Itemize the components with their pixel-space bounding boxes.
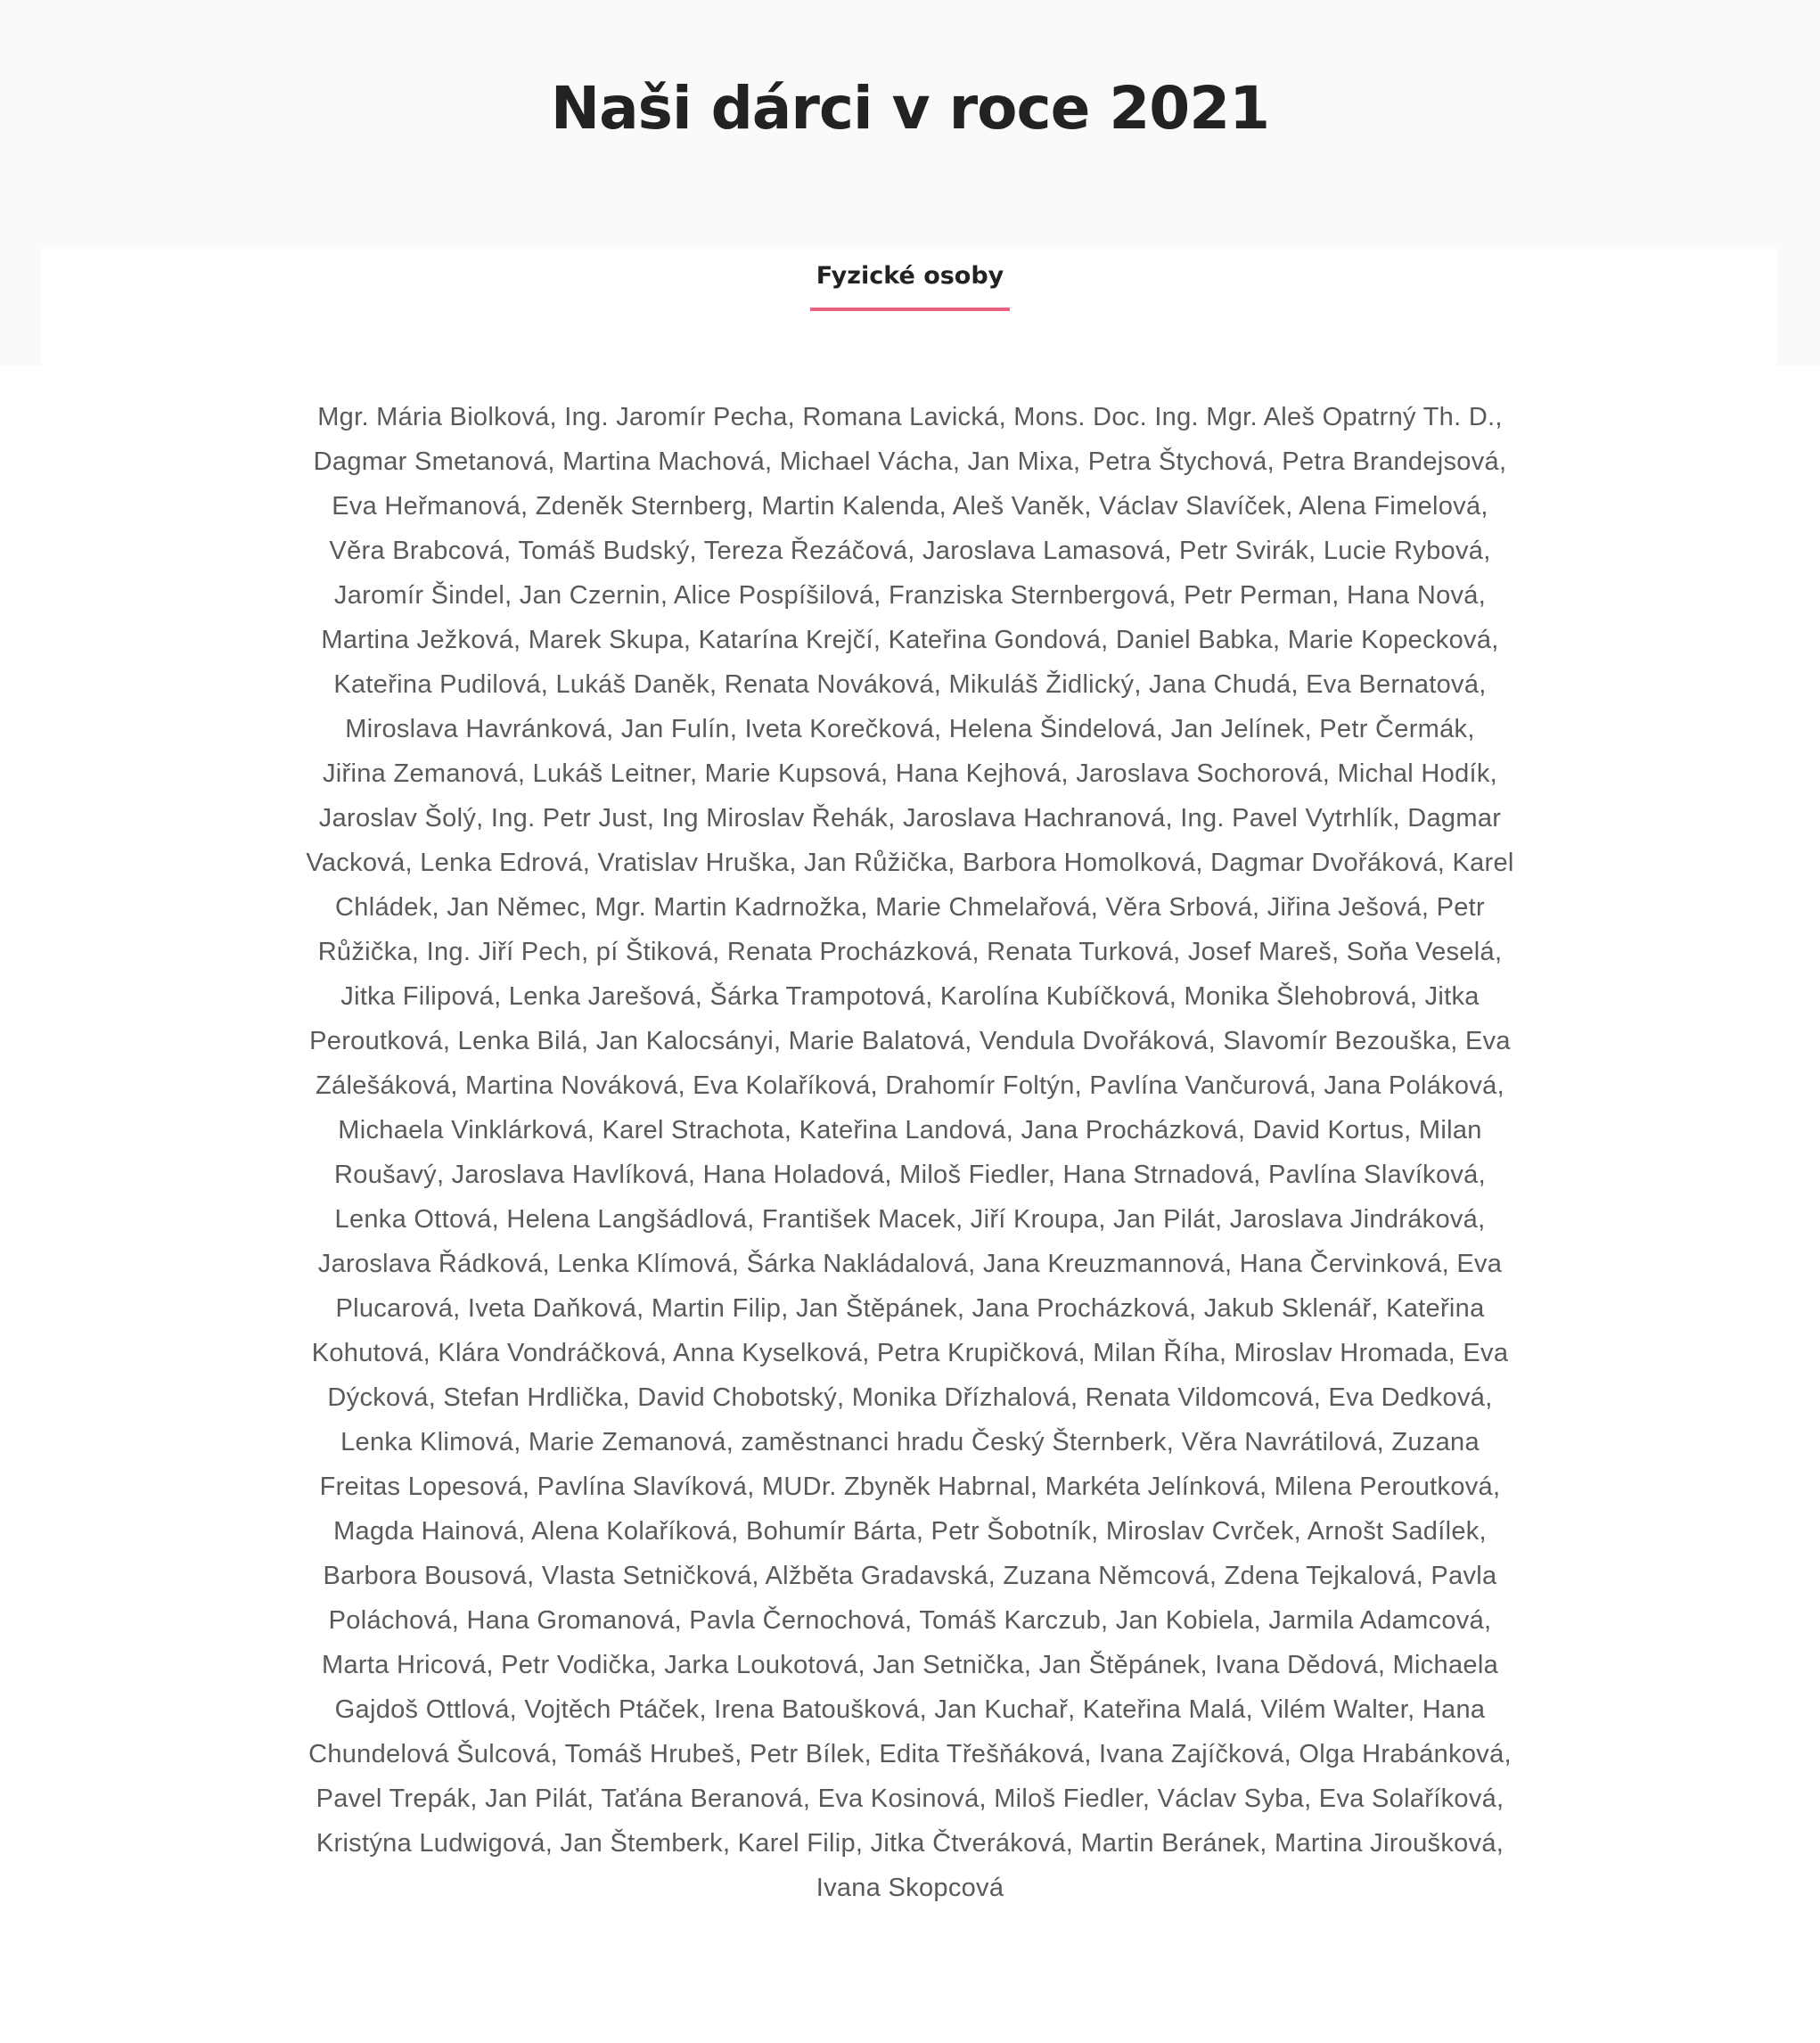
tab-label: Fyzické osoby xyxy=(816,262,1004,290)
tab-bar xyxy=(42,247,1776,365)
tab-fyzicke-osoby[interactable] xyxy=(810,247,1010,311)
donor-list: Mgr. Mária Biolková, Ing. Jaromír Pecha, Romana Lavická, Mons. Doc. Ing. Mgr. Aleš Opatrný Th. D., Dagmar Smetanová, Martina Machová, Michael Vácha, Jan Mixa, Petra Štychová, Petra Brandejsová, Eva Heřmanová, Zdeněk Sternberg, Martin Kalenda, Aleš Vaněk, Václav Slavíček, Alena Fimelová, Věra Brabcová, Tomáš Budský, Tereza Řezáčová, Jaroslava Lamasová, Petr Svirák, Lucie Rybová, Jaromír Šindel, Jan Czernin, Alice Pospíšilová, Franziska Sternbergová, Petr Perman, Hana Nová, Martina Ježková, Marek Skupa, Katarína Krejčí, Kateřina Gondová, Daniel Babka, Marie Kopecková, Kateřina Pudilová, Lukáš Daněk, Renata Nováková, Mikuláš Židlický, Jana Chudá, Eva Bernatová, Miroslava Havránková, Jan Fulín, Iveta Korečková, Helena Šindelová, Jan Jelínek, Petr Čermák, Jiřina Zemanová, Lukáš Leitner, Marie Kupsová, Hana Kejhová, Jaroslava Sochorová, Michal Hodík, Jaroslav Šolý, Ing. Petr Just, Ing Miroslav Řehák, Jaroslava Hachranová, Ing. Pavel Vytrhlík, Dagmar Vacková, Lenka Edrová, Vratislav Hruška, Jan Růžička, Barbora Homolková, Dagmar Dvořáková, Karel Chládek, Jan Němec, Mgr. Martin Kadrnožka, Marie Chmelařová, Věra Srbová, Jiřina Ješová, Petr Růžička, Ing. Jiří Pech, pí Štiková, Renata Procházková, Renata Turková, Josef Mareš, Soňa Veselá, Jitka Filipová, Lenka Jarešová, Šárka Trampotová, Karolína Kubíčková, Monika Šlehobrová, Jitka Peroutková, Lenka Bilá, Jan Kalocsányi, Marie Balatová, Vendula Dvořáková, Slavomír Bezouška, Eva Zálešáková, Martina Nováková, Eva Kolaříková, Drahomír Foltýn, Pavlína Vančurová, Jana Poláková, Michaela Vinklárková, Karel Strachota, Kateřina Landová, Jana Procházková, David Kortus, Milan Roušavý, Jaroslava Havlíková, Hana Holadová, Miloš Fiedler, Hana Strnadová, Pavlína Slavíková, Lenka Ottová, Helena Langšádlová, František Macek, Jiří Kroupa, Jan Pilát, Jaroslava Jindráková, Jaroslava Řádková, Lenka Klímová, Šárka Nakládalová, Jana Kreuzmannová, Hana Červinková, Eva Plucarová, Iveta Daňková, Martin Filip, Jan Štěpánek, Jana Procházková, Jakub Sklenář, Kateřina Kohutová, Klára Vondráčková, Anna Kyselková, Petra Krupičková, Milan Říha, Miroslav Hromada, Eva Dýcková, Stefan Hrdlička, David Chobotský, Monika Dřízhalová, Renata Vildomcová, Eva Dedková, Lenka Klimová, Marie Zemanová, zaměstnanci hradu Český Šternberk, Věra Navrátilová, Zuzana Freitas Lopesová, Pavlína Slavíková, MUDr. Zbyněk Habrnal, Markéta Jelínková, Milena Peroutková, Magda Hainová, Alena Kolaříková, Bohumír Bárta, Petr Šobotník, Miroslav Cvrček, Arnošt Sadílek, Barbora Bousová, Vlasta Setničková, Alžběta Gradavská, Zuzana Němcová, Zdena Tejkalová, Pavla Poláchová, Hana Gromanová, Pavla Černochová, Tomáš Karczub, Jan Kobiela, Jarmila Adamcová, Marta Hricová, Petr Vodička, Jarka Loukotová, Jan Setnička, Jan Štěpánek, Ivana Dědová, Michaela Gajdoš Ottlová, Vojtěch Ptáček, Irena Batoušková, Jan Kuchař, Kateřina Malá, Vilém Walter, Hana Chundelová Šulcová, Tomáš Hrubeš, Petr Bílek, Edita Třešňáková, Ivana Zajíčková, Olga Hrabánková, Pavel Trepák, Jan Pilát, Taťána Beranová, Eva Kosinová, Miloš Fiedler, Václav Syba, Eva Solaříková, Kristýna Ludwigová, Jan Štemberk, Karel Filip, Jitka Čtveráková, Martin Beránek, Martina Jiroušková, Ivana Skopcová xyxy=(306,403,1514,1902)
page-title: Naši dárci v roce 2021 xyxy=(550,74,1270,143)
tab-active-indicator xyxy=(810,308,1010,311)
